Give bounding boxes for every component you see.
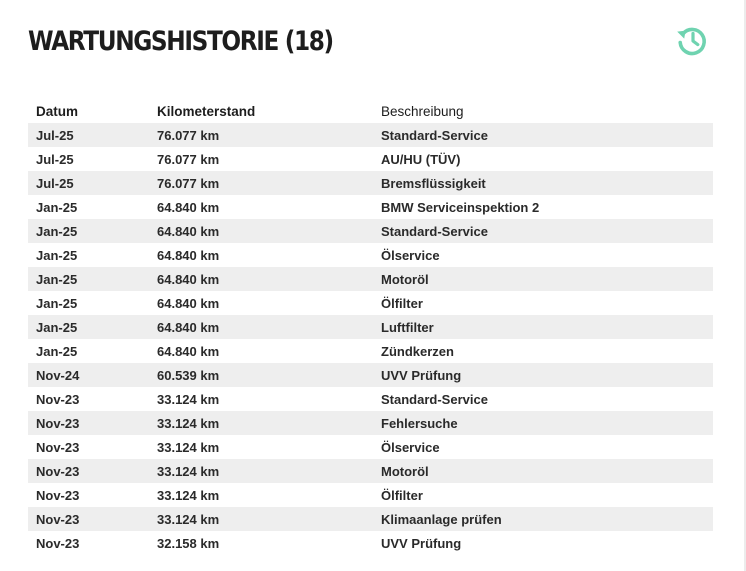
table-row[interactable]	[28, 507, 713, 531]
column-header-mileage[interactable]: Kilometerstand	[157, 103, 256, 119]
cell-date: Jul-25	[28, 171, 149, 195]
table-row[interactable]	[28, 291, 713, 315]
maintenance-table	[28, 99, 713, 555]
cell-date: Nov-23	[28, 459, 149, 483]
cell-description: Standard-Service	[373, 387, 713, 411]
column-header-date[interactable]: Datum	[36, 103, 79, 119]
cell-description: Ölservice	[373, 243, 713, 267]
cell-description: BMW Serviceinspektion 2	[373, 195, 713, 219]
table-row[interactable]	[28, 219, 713, 243]
table-row[interactable]	[28, 267, 713, 291]
cell-date: Nov-24	[28, 363, 149, 387]
cell-mileage: 33.124 km	[149, 411, 373, 435]
table-row[interactable]	[28, 363, 713, 387]
cell-mileage: 64.840 km	[149, 219, 373, 243]
column-header-description[interactable]: Beschreibung	[381, 103, 464, 119]
cell-date: Jul-25	[28, 123, 149, 147]
cell-date: Jan-25	[28, 195, 149, 219]
cell-mileage: 60.539 km	[149, 363, 373, 387]
table-row[interactable]	[28, 483, 713, 507]
table-row[interactable]	[28, 315, 713, 339]
table-row[interactable]	[28, 411, 713, 435]
cell-date: Jan-25	[28, 267, 149, 291]
cell-description: Bremsflüssigkeit	[373, 171, 713, 195]
cell-description: Ölservice	[373, 435, 713, 459]
cell-date: Nov-23	[28, 531, 149, 555]
table-row[interactable]	[28, 531, 713, 555]
history-icon	[674, 22, 710, 58]
cell-date: Jan-25	[28, 243, 149, 267]
table-row[interactable]	[28, 123, 713, 147]
cell-date: Jan-25	[28, 339, 149, 363]
cell-description: Luftfilter	[373, 315, 713, 339]
cell-description: Zündkerzen	[373, 339, 713, 363]
cell-date: Nov-23	[28, 435, 149, 459]
cell-mileage: 64.840 km	[149, 267, 373, 291]
cell-mileage: 64.840 km	[149, 243, 373, 267]
table-row[interactable]	[28, 459, 713, 483]
cell-description: Motoröl	[373, 267, 713, 291]
cell-date: Nov-23	[28, 411, 149, 435]
cell-date: Jul-25	[28, 147, 149, 171]
cell-date: Jan-25	[28, 219, 149, 243]
cell-date: Nov-23	[28, 507, 149, 531]
cell-mileage: 76.077 km	[149, 123, 373, 147]
cell-description: Fehlersuche	[373, 411, 713, 435]
cell-date: Jan-25	[28, 291, 149, 315]
cell-mileage: 32.158 km	[149, 531, 373, 555]
cell-date: Jan-25	[28, 315, 149, 339]
table-row[interactable]	[28, 171, 713, 195]
table-body	[28, 123, 713, 555]
cell-mileage: 33.124 km	[149, 435, 373, 459]
cell-description: UVV Prüfung	[373, 363, 713, 387]
cell-description: UVV Prüfung	[373, 531, 713, 555]
cell-description: Ölfilter	[373, 291, 713, 315]
cell-mileage: 64.840 km	[149, 315, 373, 339]
table-row[interactable]	[28, 387, 713, 411]
cell-mileage: 33.124 km	[149, 387, 373, 411]
cell-description: Klimaanlage prüfen	[373, 507, 713, 531]
cell-description: Motoröl	[373, 459, 713, 483]
cell-mileage: 76.077 km	[149, 171, 373, 195]
cell-description: Ölfilter	[373, 483, 713, 507]
cell-mileage: 76.077 km	[149, 147, 373, 171]
cell-mileage: 64.840 km	[149, 291, 373, 315]
table-row[interactable]	[28, 147, 713, 171]
cell-mileage: 33.124 km	[149, 483, 373, 507]
page-title: WARTUNGSHISTORIE (18)	[28, 26, 333, 57]
cell-mileage: 33.124 km	[149, 459, 373, 483]
table-header-row	[28, 99, 713, 123]
table-row[interactable]	[28, 435, 713, 459]
cell-description: Standard-Service	[373, 123, 713, 147]
cell-mileage: 64.840 km	[149, 195, 373, 219]
cell-mileage: 64.840 km	[149, 339, 373, 363]
table-row[interactable]	[28, 243, 713, 267]
cell-date: Nov-23	[28, 387, 149, 411]
history-button[interactable]	[674, 22, 710, 58]
table-row[interactable]	[28, 339, 713, 363]
table-row[interactable]	[28, 195, 713, 219]
cell-mileage: 33.124 km	[149, 507, 373, 531]
cell-description: AU/HU (TÜV)	[373, 147, 713, 171]
cell-description: Standard-Service	[373, 219, 713, 243]
cell-date: Nov-23	[28, 483, 149, 507]
